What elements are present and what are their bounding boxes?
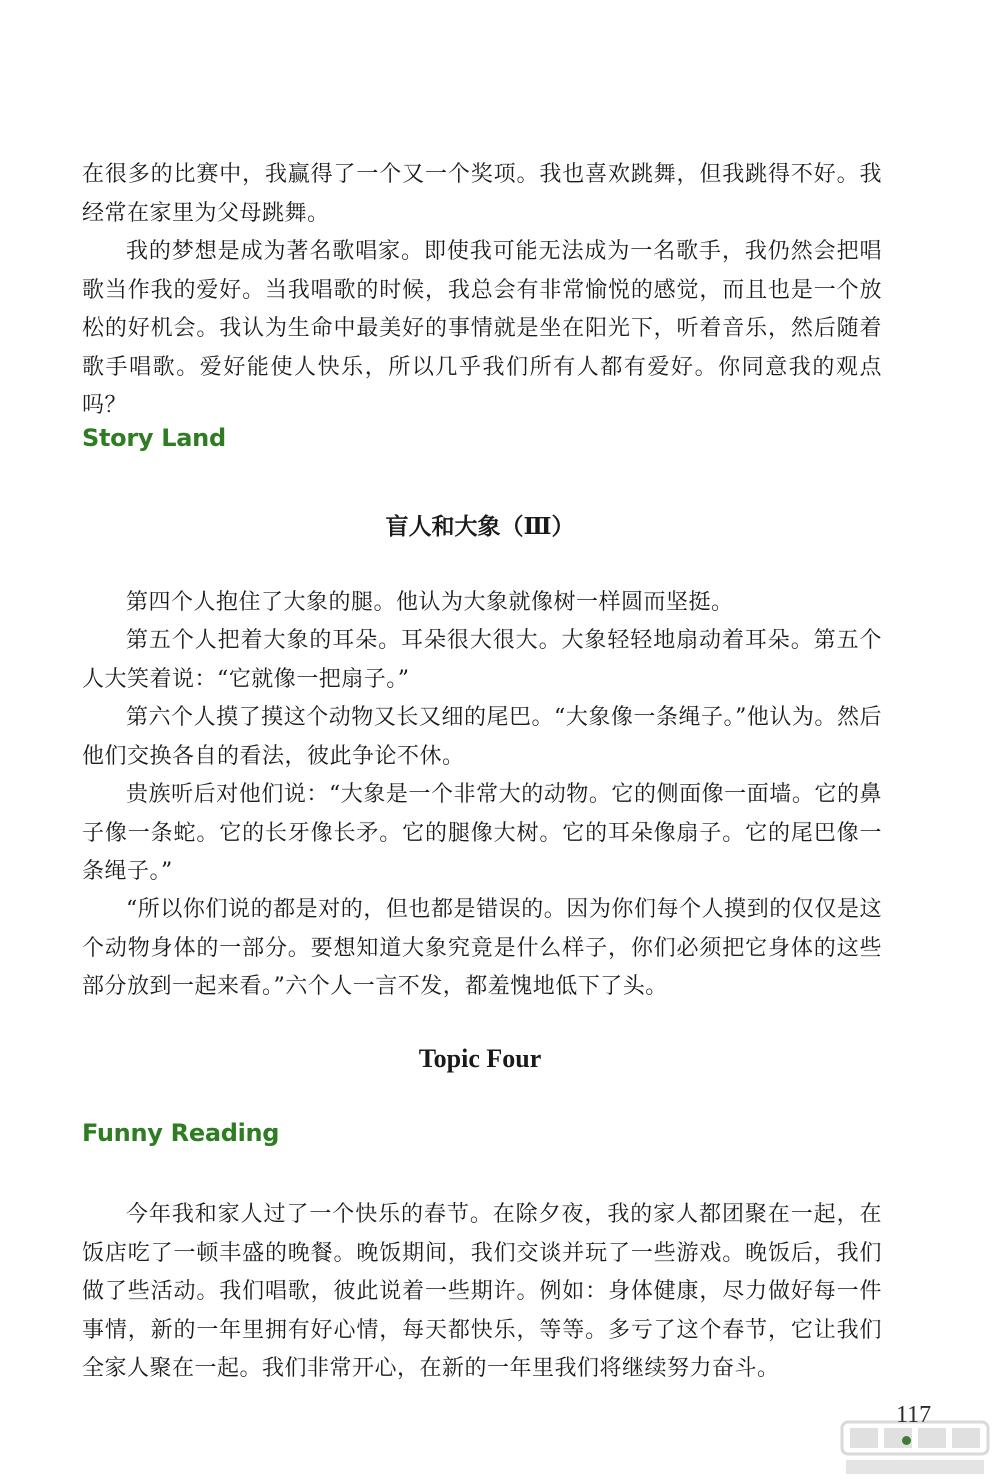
funny-reading-paragraph: 今年我和家人过了一个快乐的春节。在除夕夜，我的家人都团聚在一起，在饭店吃了一顿丰盛的晚餐。晚饭期间，我们交谈并玩了一些游戏。晚饭后，我们做了些活动。我们唱歌，彼此说着一些期许。例如：身体健康，尽力做好每一件事情，新的一年里拥有好心情，每天都快乐，等等。多亏了这个春节，它让我们全家人聚在一起。我们非常开心，在新的一年里我们将继续努力奋斗。 xyxy=(82,1202,882,1381)
section-heading-story-land: Story Land xyxy=(82,424,226,452)
story-paragraph-2: 第五个人把着大象的耳朵。耳朵很大很大。大象轻轻地扇动着耳朵。第五个人大笑着说：“它就像一把扇子。” xyxy=(82,628,882,692)
story-paragraph-5: “所以你们说的都是对的，但也都是错误的。因为你们每个人摸到的仅仅是这个动物身体的一部分。要想知道大象究竟是什么样子，你们必须把它身体的这些部分放到一起来看。”六个人一言不发，都羞愧地低下了头。 xyxy=(82,897,882,999)
section-heading-funny-reading: Funny Reading xyxy=(82,1119,280,1147)
story-paragraph-1: 第四个人抱住了大象的腿。他认为大象就像树一样圆而坚挺。 xyxy=(126,590,734,615)
watermark-logo xyxy=(840,1418,990,1478)
topic-title: Topic Four xyxy=(418,1044,542,1073)
intro-paragraph-1: 在很多的比赛中，我赢得了一个又一个奖项。我也喜欢跳舞，但我跳得不好。我经常在家里为父母跳舞。 xyxy=(82,162,882,226)
story-paragraph-3: 第六个人摸了摸这个动物又长又细的尾巴。“大象像一条绳子。”他认为。然后他们交换各自的看法，彼此争论不休。 xyxy=(82,705,882,769)
story-title: 盲人和大象（Ⅲ） xyxy=(385,513,575,540)
story-paragraph-4: 贵族听后对他们说：“大象是一个非常大的动物。它的侧面像一面墙。它的鼻子像一条蛇。它的长牙像长矛。它的腿像大树。它的耳朵像扇子。它的尾巴像一条绳子。” xyxy=(82,782,882,884)
page-number: 117 xyxy=(896,1402,932,1428)
intro-paragraph-2: 我的梦想是成为著名歌唱家。即使我可能无法成为一名歌手，我仍然会把唱歌当作我的爱好。当我唱歌的时候，我总会有非常愉悦的感觉，而且也是一个放松的好机会。我认为生命中最美好的事情就是坐在阳光下，听着音乐，然后随着歌手唱歌。爱好能使人快乐，所以几乎我们所有人都有爱好。你同意我的观点吗？ xyxy=(82,239,882,418)
